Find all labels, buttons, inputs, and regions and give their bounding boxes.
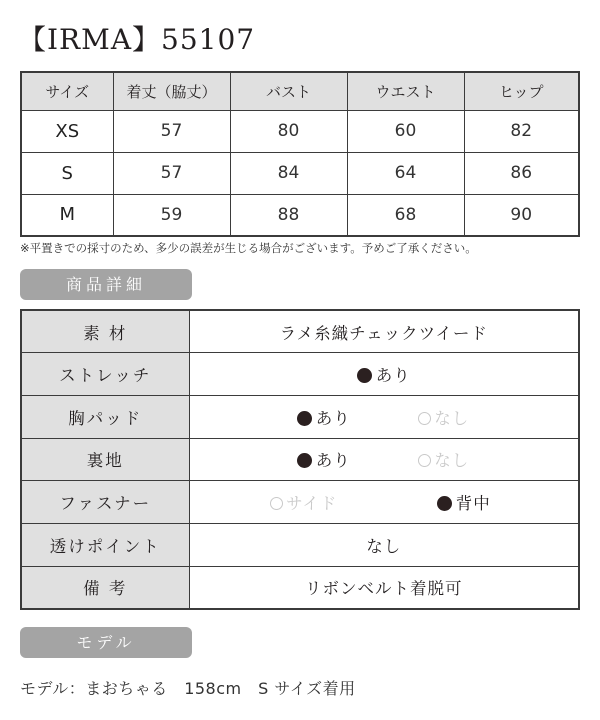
header-bust: バスト [230,72,347,110]
fastener-back-label: 背中 [455,494,491,514]
bust-value: 84 [230,152,347,194]
filled-circle-icon [297,411,312,426]
hip-value: 86 [464,152,579,194]
pad-no-label: なし [434,408,470,428]
fastener-label: ファスナー [21,481,189,524]
waist-value: 60 [347,110,464,152]
empty-circle-icon [418,454,431,467]
material-label: 素 材 [21,310,189,353]
remarks-value: リボンベルト着脱可 [189,566,579,609]
size-label: XS [21,110,113,152]
waist-value: 68 [347,194,464,236]
detail-row-fastener [21,481,579,524]
detail-row-stretch [21,353,579,396]
lining-no-label: なし [434,451,470,471]
pad-option-no [384,405,504,429]
model-section-tab: モデル [20,627,192,658]
hip-value: 90 [464,194,579,236]
header-size: サイズ [21,72,113,110]
header-waist: ウエスト [347,72,464,110]
length-value: 57 [113,152,230,194]
lining-option-yes [264,447,384,471]
table-row [21,110,579,152]
pad-option-yes [264,405,384,429]
filled-circle-icon [297,453,312,468]
pad-yes-label: あり [315,408,351,428]
sheer-label: 透けポイント [21,523,189,566]
fastener-option-side [224,490,384,514]
bust-value: 80 [230,110,347,152]
size-label: S [21,152,113,194]
fastener-options [189,481,579,524]
fastener-option-back [384,490,544,514]
detail-row-remarks [21,566,579,609]
detail-row-lining [21,438,579,481]
filled-circle-icon [357,368,372,383]
product-details-table [20,309,580,610]
size-label: M [21,194,113,236]
model-info: モデル：まおちゃる 158cm S サイズ着用 [20,679,356,698]
bust-value: 88 [230,194,347,236]
remarks-label: 備 考 [21,566,189,609]
pad-options [189,395,579,438]
stretch-value: あり [375,366,411,386]
lining-options [189,438,579,481]
waist-value: 64 [347,152,464,194]
detail-row-material [21,310,579,353]
detail-row-pad [21,395,579,438]
product-title: 【IRMA】55107 [18,23,256,56]
details-section-tab: 商品詳細 [20,269,192,300]
detail-row-sheer [21,523,579,566]
lining-option-no [384,447,504,471]
pad-label: 胸パッド [21,395,189,438]
empty-circle-icon [418,412,431,425]
header-hip: ヒップ [464,72,579,110]
lining-label: 裏地 [21,438,189,481]
empty-circle-icon [270,497,283,510]
size-chart [20,71,580,237]
fastener-side-label: サイド [286,494,338,514]
length-value: 57 [113,110,230,152]
material-value: ラメ糸織チェックツイード [189,310,579,353]
length-value: 59 [113,194,230,236]
sheer-value: なし [189,523,579,566]
measurement-note: ※平置きでの採寸のため、多少の誤差が生じる場合がございます。予めご了承ください。 [20,241,477,255]
stretch-label: ストレッチ [21,353,189,396]
filled-circle-icon [437,496,452,511]
table-row [21,194,579,236]
table-row [21,152,579,194]
stretch-value-cell [189,353,579,396]
header-length: 着丈（脇丈） [113,72,230,110]
lining-yes-label: あり [315,451,351,471]
hip-value: 82 [464,110,579,152]
size-chart-header-row [21,72,579,110]
